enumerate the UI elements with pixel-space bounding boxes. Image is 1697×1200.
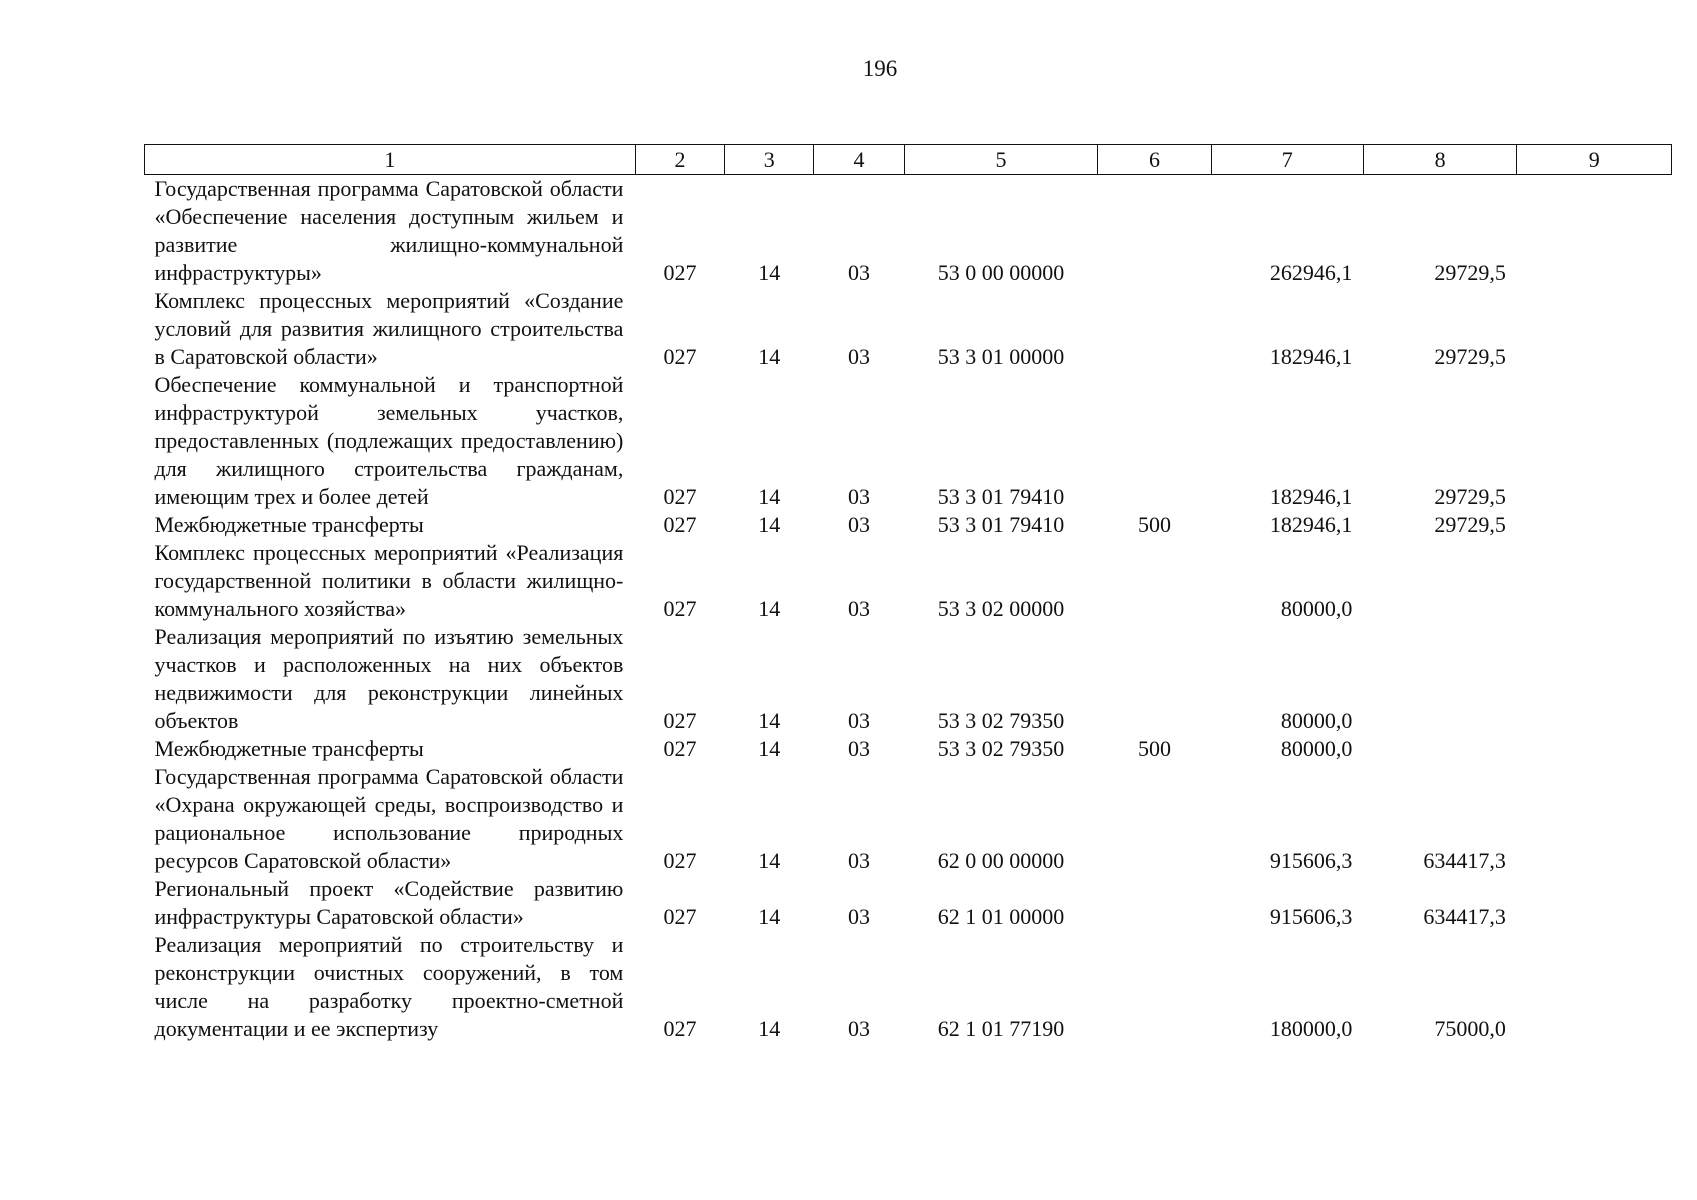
row-code-ministry: 027 [663,1016,697,1041]
row-code-target: 53 3 02 00000 [937,596,1065,621]
row-name: Обеспечение коммунальной и транспортной инфраструктурой земельных участков, предоставленных (подлежащих предоставлению) для жилищного строительства гражданам, имеющим трех и более детей [154,372,624,509]
row-code-section: 14 [758,512,781,537]
row-amount-col7: 262946,1 [1269,260,1353,285]
row-code-subsection: 03 [847,1016,870,1041]
row-code-subsection: 03 [847,736,870,761]
row-amount-col7: 915606,3 [1269,848,1353,873]
row-code-ministry: 027 [663,260,697,285]
table-row [145,623,1672,735]
row-code-expense-type [1098,763,1211,875]
row-code-subsection: 03 [847,260,870,285]
row-code-target: 53 3 02 79350 [937,736,1065,761]
row-name: Государственная программа Саратовской области «Охрана окружающей среды, воспроизводство и рациональное использование природных ресурсов Саратовской области» [154,764,624,873]
row-amount-col9 [1517,875,1672,931]
row-amount-col9 [1517,287,1672,371]
row-name: Государственная программа Саратовской области «Обеспечение населения доступным жильем и развитие жилищно-коммунальной инфраструктуры» [154,176,624,285]
row-amount-col7: 915606,3 [1269,904,1353,929]
row-amount-col7: 182946,1 [1269,484,1353,509]
row-code-ministry: 027 [663,596,697,621]
table-row [145,539,1672,623]
row-code-section: 14 [758,736,781,761]
row-code-section: 14 [758,708,781,733]
row-code-target: 62 1 01 77190 [937,1016,1065,1041]
row-code-ministry: 027 [663,484,697,509]
column-number: 9 [1517,145,1672,175]
row-amount-col9 [1517,539,1672,623]
row-amount-col8: 634417,3 [1423,848,1506,873]
table-row [145,735,1672,763]
row-code-section: 14 [758,344,781,369]
row-amount-col9 [1517,623,1672,735]
row-amount-col7: 182946,1 [1269,512,1353,537]
row-code-target: 62 0 00 00000 [937,848,1065,873]
row-code-expense-type [1098,875,1211,931]
row-code-target: 53 3 01 00000 [937,344,1065,369]
row-code-subsection: 03 [847,904,870,929]
row-code-expense-type: 500 [1137,512,1171,537]
column-number: 5 [904,145,1098,175]
row-name: Комплекс процессных мероприятий «Реализация государственной политики в области жилищно-коммунального хозяйства» [154,540,624,621]
column-number: 8 [1363,145,1516,175]
row-code-ministry: 027 [663,708,697,733]
table-row [145,875,1672,931]
row-code-ministry: 027 [663,344,697,369]
row-code-expense-type: 500 [1137,736,1171,761]
row-amount-col8: 29729,5 [1434,512,1506,537]
row-amount-col9 [1517,371,1672,511]
row-code-section: 14 [758,1016,781,1041]
row-code-expense-type [1098,539,1211,623]
row-code-section: 14 [758,848,781,873]
column-number: 2 [635,145,724,175]
row-code-target: 53 3 02 79350 [937,708,1065,733]
row-amount-col8 [1363,735,1516,763]
row-amount-col7: 80000,0 [1280,708,1353,733]
row-code-subsection: 03 [847,344,870,369]
row-code-expense-type [1098,175,1211,288]
row-name: Региональный проект «Содействие развитию инфраструктуры Саратовской области» [154,876,624,929]
row-amount-col9 [1517,763,1672,875]
row-code-expense-type [1098,287,1211,371]
table-row [145,931,1672,1043]
row-name: Реализация мероприятий по изъятию земельных участков и расположенных на них объектов недвижимости для реконструкции линейных объектов [154,624,624,733]
row-name: Реализация мероприятий по строительству и реконструкции очистных сооружений, в том числе на разработку проектно-сметной документации и ее экспертизу [154,932,624,1041]
row-amount-col7: 80000,0 [1280,596,1353,621]
row-amount-col7: 182946,1 [1269,344,1353,369]
row-code-subsection: 03 [847,512,870,537]
row-code-target: 53 0 00 00000 [937,260,1065,285]
budget-table [144,144,1672,1043]
table-row [145,763,1672,875]
row-code-subsection: 03 [847,708,870,733]
row-code-expense-type [1098,623,1211,735]
row-amount-col8: 75000,0 [1434,1016,1506,1041]
table-row [145,175,1672,288]
row-code-ministry: 027 [663,848,697,873]
row-amount-col8: 29729,5 [1434,260,1506,285]
row-code-ministry: 027 [663,512,697,537]
column-number: 1 [145,145,636,175]
row-amount-col9 [1517,931,1672,1043]
row-amount-col8: 634417,3 [1423,904,1506,929]
row-code-section: 14 [758,596,781,621]
column-number-row [145,145,1672,175]
row-amount-col8 [1363,539,1516,623]
row-code-section: 14 [758,260,781,285]
row-code-subsection: 03 [847,596,870,621]
row-amount-col8 [1363,623,1516,735]
row-code-expense-type [1098,371,1211,511]
row-amount-col9 [1517,175,1672,288]
row-code-ministry: 027 [663,904,697,929]
row-code-section: 14 [758,904,781,929]
column-number: 6 [1098,145,1211,175]
row-code-section: 14 [758,484,781,509]
row-name: Межбюджетные трансферты [154,512,424,537]
page-number: 196 [862,56,898,81]
table-row [145,287,1672,371]
row-amount-col7: 80000,0 [1280,736,1353,761]
table-body [145,175,1672,1044]
column-number: 4 [814,145,904,175]
row-code-target: 53 3 01 79410 [937,484,1065,509]
row-code-target: 62 1 01 00000 [937,904,1065,929]
row-code-target: 53 3 01 79410 [937,512,1065,537]
row-code-subsection: 03 [847,848,870,873]
row-code-expense-type [1098,931,1211,1043]
table-row [145,511,1672,539]
row-code-ministry: 027 [663,736,697,761]
row-amount-col9 [1517,735,1672,763]
table-row [145,371,1672,511]
row-code-subsection: 03 [847,484,870,509]
row-amount-col9 [1517,511,1672,539]
row-amount-col8: 29729,5 [1434,484,1506,509]
column-number: 7 [1211,145,1363,175]
row-name: Межбюджетные трансферты [154,736,424,761]
column-number: 3 [725,145,814,175]
row-amount-col7: 180000,0 [1269,1016,1353,1041]
row-amount-col8: 29729,5 [1434,344,1506,369]
row-name: Комплекс процессных мероприятий «Создание условий для развития жилищного строительства в Саратовской области» [154,288,624,369]
